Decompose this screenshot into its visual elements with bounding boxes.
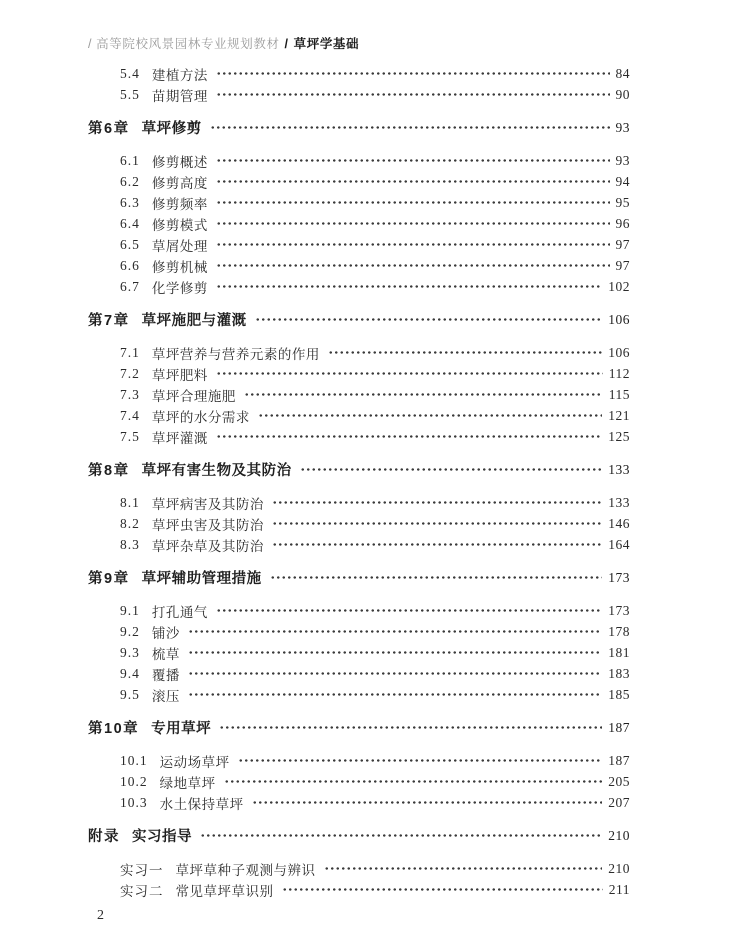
entry-page: 121 <box>608 407 630 423</box>
toc-entry <box>88 213 630 234</box>
dot-leader <box>328 342 602 363</box>
entry-title: 修剪概述 <box>151 154 208 170</box>
dot-leader <box>210 117 610 138</box>
entry-page: 173 <box>608 602 630 618</box>
toc-entry <box>88 750 630 771</box>
toc-entry <box>88 513 630 534</box>
entry-number: 6.1 <box>120 152 140 168</box>
dot-leader <box>216 150 610 171</box>
entry-title: 打孔通气 <box>151 604 208 620</box>
header-separator: / <box>284 37 289 51</box>
entry-page: 94 <box>615 173 630 189</box>
dot-leader <box>272 534 602 555</box>
toc-entry <box>88 684 630 705</box>
book-title: 草坪学基础 <box>293 37 360 51</box>
entry-number: 实习一 <box>120 862 164 878</box>
toc-entry <box>88 600 630 621</box>
dot-leader <box>200 825 602 846</box>
dot-leader <box>188 621 602 642</box>
entry-number: 第9章 <box>88 571 130 587</box>
entry-page: 146 <box>608 515 630 531</box>
entry-number: 6.5 <box>120 236 140 252</box>
entry-title: 草坪杂草及其防治 <box>151 538 264 554</box>
entry-page: 211 <box>608 881 630 897</box>
dot-leader <box>188 684 602 705</box>
entry-title: 修剪频率 <box>151 196 208 212</box>
toc-entry <box>88 534 630 555</box>
entry-number: 第8章 <box>88 463 130 479</box>
entry-title: 专用草坪 <box>151 721 212 737</box>
dot-leader <box>216 363 603 384</box>
entry-title: 草坪病害及其防治 <box>151 496 264 512</box>
dot-leader <box>282 879 603 900</box>
entry-number: 6.3 <box>120 194 140 210</box>
entry-number: 6.2 <box>120 173 140 189</box>
entry-number: 9.3 <box>120 644 140 660</box>
toc-entry <box>88 858 630 879</box>
running-header <box>88 34 630 51</box>
entry-page: 125 <box>608 428 630 444</box>
dot-leader <box>216 63 610 84</box>
entry-number: 5.5 <box>120 86 140 102</box>
entry-title: 草坪修剪 <box>141 121 202 137</box>
toc-entry <box>88 717 630 738</box>
toc-entry <box>88 171 630 192</box>
dot-leader <box>272 513 602 534</box>
dot-leader <box>216 255 610 276</box>
toc-entry <box>88 771 630 792</box>
dot-leader <box>216 192 610 213</box>
entry-page: 90 <box>615 86 630 102</box>
entry-title: 草坪灌溉 <box>151 430 208 446</box>
entry-title: 常见草坪草识别 <box>175 883 274 899</box>
entry-page: 133 <box>608 494 630 510</box>
entry-number: 6.4 <box>120 215 140 231</box>
entry-title: 草坪草种子观测与辨识 <box>175 862 316 878</box>
entry-number: 7.4 <box>120 407 140 423</box>
entry-title: 建植方法 <box>151 67 208 83</box>
entry-number: 9.4 <box>120 665 140 681</box>
entry-page: 178 <box>608 623 630 639</box>
entry-page: 133 <box>608 461 630 477</box>
entry-title: 绿地草坪 <box>159 775 216 791</box>
toc-entry <box>88 63 630 84</box>
toc-entry <box>88 84 630 105</box>
entry-number: 8.1 <box>120 494 140 510</box>
toc-entry <box>88 192 630 213</box>
entry-page: 106 <box>608 311 630 327</box>
entry-title: 苗期管理 <box>151 88 208 104</box>
entry-title: 草屑处理 <box>151 238 208 254</box>
dot-leader <box>252 792 603 813</box>
entry-number: 第7章 <box>88 313 130 329</box>
entry-page: 106 <box>608 344 630 360</box>
entry-title: 铺沙 <box>151 625 180 641</box>
entry-number: 5.4 <box>120 65 140 81</box>
entry-number: 9.5 <box>120 686 140 702</box>
toc-entry <box>88 117 630 138</box>
dot-leader <box>216 234 610 255</box>
entry-title: 修剪模式 <box>151 217 208 233</box>
toc-entry <box>88 276 630 297</box>
entry-number: 7.1 <box>120 344 140 360</box>
dot-leader <box>258 405 602 426</box>
entry-page: 112 <box>608 365 630 381</box>
toc-entry <box>88 234 630 255</box>
entry-number: 6.7 <box>120 278 140 294</box>
dot-leader <box>300 459 603 480</box>
toc-entry <box>88 255 630 276</box>
dot-leader <box>216 426 602 447</box>
entry-title: 梳草 <box>151 646 180 662</box>
entry-title: 草坪营养与营养元素的作用 <box>151 346 320 362</box>
toc-entry <box>88 825 630 846</box>
entry-title: 草坪肥料 <box>151 367 208 383</box>
dot-leader <box>216 171 610 192</box>
entry-number: 8.2 <box>120 515 140 531</box>
toc-entry <box>88 492 630 513</box>
entry-page: 181 <box>608 644 630 660</box>
entry-title: 运动场草坪 <box>159 754 230 770</box>
entry-number: 实习二 <box>120 883 164 899</box>
entry-number: 附录 <box>88 829 120 845</box>
page-number: 2 <box>97 908 104 923</box>
dot-leader <box>188 663 602 684</box>
entry-page: 93 <box>615 119 630 135</box>
entry-number: 9.1 <box>120 602 140 618</box>
entry-title: 水土保持草坪 <box>159 796 244 812</box>
dot-leader <box>238 750 603 771</box>
entry-page: 97 <box>615 257 630 273</box>
toc-entry <box>88 663 630 684</box>
entry-page: 205 <box>608 773 630 789</box>
toc-entry <box>88 567 630 588</box>
entry-number: 10.3 <box>120 794 148 810</box>
toc-entry <box>88 879 630 900</box>
toc-entry <box>88 792 630 813</box>
entry-page: 102 <box>608 278 630 294</box>
entry-title: 草坪施肥与灌溉 <box>141 313 247 329</box>
toc-list <box>88 63 630 900</box>
dot-leader <box>216 276 602 297</box>
entry-title: 修剪高度 <box>151 175 208 191</box>
entry-page: 93 <box>615 152 630 168</box>
entry-title: 实习指导 <box>132 829 192 845</box>
toc-entry <box>88 309 630 330</box>
dot-leader <box>224 771 603 792</box>
entry-number: 第10章 <box>88 721 140 737</box>
entry-number: 9.2 <box>120 623 140 639</box>
toc-entry <box>88 342 630 363</box>
entry-page: 97 <box>615 236 630 252</box>
dot-leader <box>255 309 603 330</box>
dot-leader <box>244 384 603 405</box>
dot-leader <box>324 858 603 879</box>
entry-number: 7.3 <box>120 386 140 402</box>
entry-page: 210 <box>608 860 630 876</box>
entry-number: 第6章 <box>88 121 130 137</box>
entry-page: 210 <box>608 827 630 843</box>
entry-page: 187 <box>608 719 630 735</box>
entry-title: 覆播 <box>151 667 180 683</box>
dot-leader <box>216 213 610 234</box>
entry-page: 183 <box>608 665 630 681</box>
entry-number: 7.5 <box>120 428 140 444</box>
dot-leader <box>219 717 602 738</box>
dot-leader <box>272 492 602 513</box>
toc-entry <box>88 426 630 447</box>
entry-page: 164 <box>608 536 630 552</box>
entry-page: 173 <box>608 569 630 585</box>
toc-entry <box>88 384 630 405</box>
entry-title: 草坪辅助管理措施 <box>141 571 262 587</box>
entry-page: 207 <box>608 794 630 810</box>
entry-page: 187 <box>608 752 630 768</box>
entry-title: 草坪有害生物及其防治 <box>141 463 292 479</box>
toc-entry <box>88 405 630 426</box>
entry-title: 草坪的水分需求 <box>151 409 250 425</box>
entry-page: 84 <box>615 65 630 81</box>
entry-page: 115 <box>608 386 630 402</box>
dot-leader <box>188 642 602 663</box>
toc-entry <box>88 459 630 480</box>
toc-entry <box>88 621 630 642</box>
entry-number: 7.2 <box>120 365 140 381</box>
series-title: / 高等院校风景园林专业规划教材 <box>88 37 280 51</box>
entry-title: 草坪虫害及其防治 <box>151 517 264 533</box>
entry-number: 8.3 <box>120 536 140 552</box>
entry-title: 草坪合理施肥 <box>151 388 236 404</box>
entry-number: 10.2 <box>120 773 148 789</box>
entry-page: 185 <box>608 686 630 702</box>
toc-entry <box>88 363 630 384</box>
entry-page: 95 <box>615 194 630 210</box>
toc-entry <box>88 642 630 663</box>
entry-number: 6.6 <box>120 257 140 273</box>
entry-title: 滚压 <box>151 688 180 704</box>
entry-title: 修剪机械 <box>151 259 208 275</box>
entry-title: 化学修剪 <box>151 280 208 296</box>
entry-number: 10.1 <box>120 752 148 768</box>
entry-page: 96 <box>615 215 630 231</box>
dot-leader <box>216 600 602 621</box>
toc-entry <box>88 150 630 171</box>
dot-leader <box>270 567 603 588</box>
dot-leader <box>216 84 610 105</box>
